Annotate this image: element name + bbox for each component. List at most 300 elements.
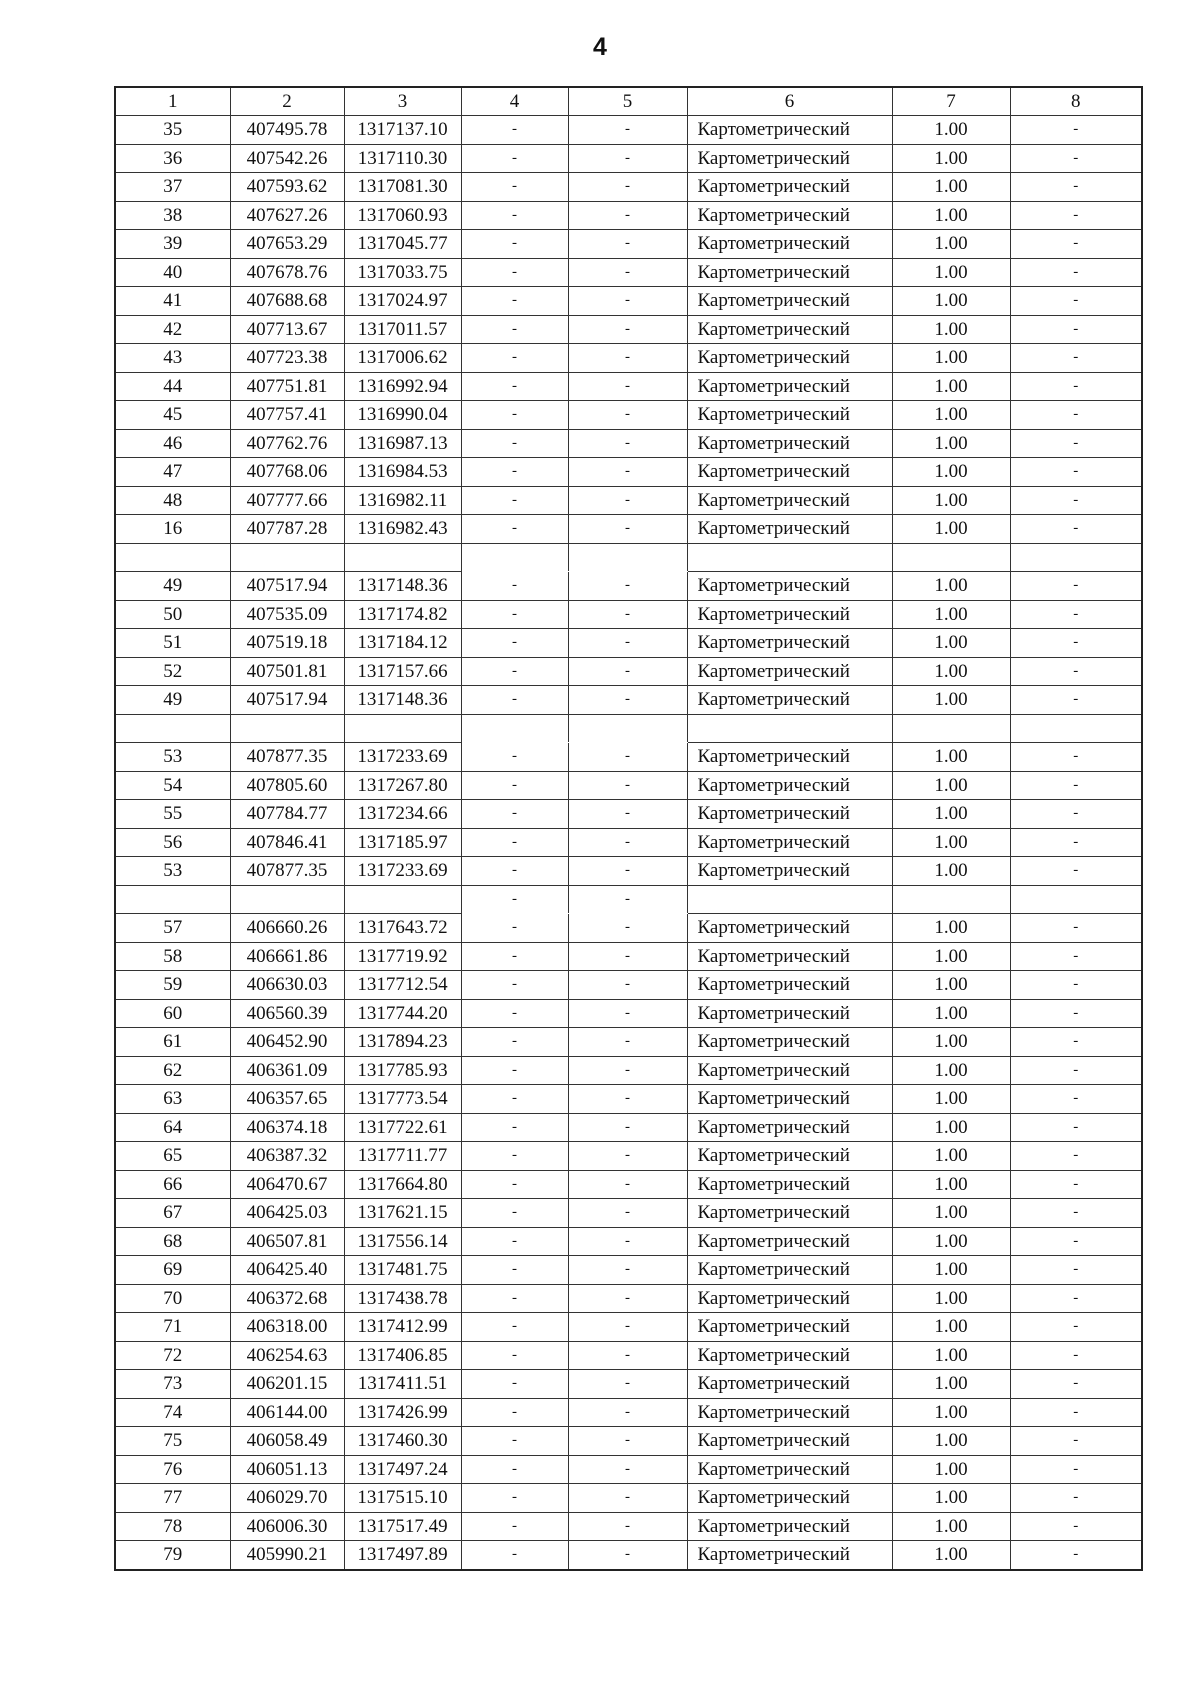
cell-coord-x: 406387.32 [230, 1142, 344, 1171]
cell-method: Картометрический [687, 771, 892, 800]
cell-coord-x [230, 543, 344, 572]
cell-col-5: - [568, 372, 687, 401]
cell-col-4: - [461, 1398, 568, 1427]
cell-col-4: - [461, 1370, 568, 1399]
cell-coord-x: 407777.66 [230, 486, 344, 515]
header-cell: 8 [1010, 87, 1142, 116]
cell-coord-x: 406452.90 [230, 1028, 344, 1057]
cell-accuracy: 1.00 [892, 600, 1010, 629]
cell-col-5: - [568, 1085, 687, 1114]
cell-coord-y: 1317722.61 [344, 1113, 461, 1142]
cell-col-8: - [1010, 1541, 1142, 1570]
separator-row [115, 543, 1142, 572]
cell-col-4: - [461, 1170, 568, 1199]
cell-col-5: - [568, 1341, 687, 1370]
cell-method: Картометрический [687, 1256, 892, 1285]
cell-col-8 [1010, 543, 1142, 572]
cell-point-number: 54 [115, 771, 230, 800]
cell-col-8 [1010, 885, 1142, 914]
cell-coord-x: 407751.81 [230, 372, 344, 401]
cell-col-4: - [461, 515, 568, 544]
separator-row [115, 885, 1142, 914]
cell-coord-x: 407723.38 [230, 344, 344, 373]
cell-accuracy: 1.00 [892, 971, 1010, 1000]
cell-coord-x: 406372.68 [230, 1284, 344, 1313]
table-row [115, 458, 1142, 487]
cell-col-5: - [568, 914, 687, 943]
cell-method: Картометрический [687, 1484, 892, 1513]
cell-col-5: - [568, 515, 687, 544]
cell-col-8: - [1010, 1028, 1142, 1057]
cell-accuracy: 1.00 [892, 1113, 1010, 1142]
cell-coord-y: 1317517.49 [344, 1512, 461, 1541]
cell-point-number: 67 [115, 1199, 230, 1228]
cell-col-4: - [461, 572, 568, 601]
cell-point-number: 53 [115, 743, 230, 772]
cell-method: Картометрический [687, 458, 892, 487]
cell-col-8: - [1010, 429, 1142, 458]
cell-col-8: - [1010, 743, 1142, 772]
cell-coord-y: 1317267.80 [344, 771, 461, 800]
cell-col-8: - [1010, 914, 1142, 943]
table-row [115, 1170, 1142, 1199]
cell-point-number: 55 [115, 800, 230, 829]
cell-col-5: - [568, 885, 687, 914]
cell-accuracy: 1.00 [892, 1284, 1010, 1313]
cell-coord-x: 406357.65 [230, 1085, 344, 1114]
cell-coord-y: 1317148.36 [344, 572, 461, 601]
cell-coord-x: 407653.29 [230, 230, 344, 259]
cell-coord-x: 406254.63 [230, 1341, 344, 1370]
cell-accuracy: 1.00 [892, 828, 1010, 857]
cell-point-number: 43 [115, 344, 230, 373]
cell-point-number: 42 [115, 315, 230, 344]
cell-method: Картометрический [687, 1313, 892, 1342]
cell-coord-x: 406630.03 [230, 971, 344, 1000]
cell-method: Картометрический [687, 942, 892, 971]
cell-point-number: 48 [115, 486, 230, 515]
cell-col-4: - [461, 1056, 568, 1085]
cell-point-number: 41 [115, 287, 230, 316]
cell-method [687, 885, 892, 914]
cell-col-8: - [1010, 1455, 1142, 1484]
header-cell: 6 [687, 87, 892, 116]
cell-coord-x: 406660.26 [230, 914, 344, 943]
table-row [115, 429, 1142, 458]
cell-point-number: 57 [115, 914, 230, 943]
cell-method: Картометрический [687, 828, 892, 857]
cell-col-5: - [568, 971, 687, 1000]
cell-coord-y: 1317497.24 [344, 1455, 461, 1484]
cell-coord-y: 1317024.97 [344, 287, 461, 316]
cell-method: Картометрический [687, 857, 892, 886]
cell-col-4: - [461, 686, 568, 715]
cell-point-number: 35 [115, 116, 230, 145]
cell-col-4: - [461, 1085, 568, 1114]
table-row [115, 1085, 1142, 1114]
cell-col-4: - [461, 1199, 568, 1228]
cell-method: Картометрический [687, 1056, 892, 1085]
cell-coord-x: 406560.39 [230, 999, 344, 1028]
cell-point-number: 61 [115, 1028, 230, 1057]
cell-col-4: - [461, 999, 568, 1028]
cell-coord-y: 1316982.11 [344, 486, 461, 515]
cell-col-5: - [568, 999, 687, 1028]
cell-coord-y [344, 543, 461, 572]
cell-accuracy: 1.00 [892, 657, 1010, 686]
cell-coord-x: 407688.68 [230, 287, 344, 316]
cell-point-number: 36 [115, 144, 230, 173]
cell-col-4: - [461, 1227, 568, 1256]
cell-col-5: - [568, 173, 687, 202]
cell-col-4: - [461, 1341, 568, 1370]
cell-coord-y: 1317785.93 [344, 1056, 461, 1085]
cell-coord-y: 1317060.93 [344, 201, 461, 230]
cell-col-4: - [461, 1455, 568, 1484]
cell-coord-x: 406201.15 [230, 1370, 344, 1399]
cell-col-8: - [1010, 1484, 1142, 1513]
cell-col-5: - [568, 230, 687, 259]
table-row [115, 401, 1142, 430]
cell-coord-x: 407757.41 [230, 401, 344, 430]
cell-col-4: - [461, 629, 568, 658]
cell-col-5: - [568, 800, 687, 829]
cell-col-4 [461, 714, 568, 743]
cell-accuracy: 1.00 [892, 1028, 1010, 1057]
cell-coord-x: 407713.67 [230, 315, 344, 344]
cell-method: Картометрический [687, 800, 892, 829]
cell-point-number: 70 [115, 1284, 230, 1313]
cell-col-4: - [461, 429, 568, 458]
cell-col-5: - [568, 1113, 687, 1142]
table-row [115, 486, 1142, 515]
cell-coord-x: 406318.00 [230, 1313, 344, 1342]
cell-point-number: 74 [115, 1398, 230, 1427]
cell-col-5 [568, 714, 687, 743]
cell-col-4: - [461, 1284, 568, 1313]
table-row [115, 828, 1142, 857]
cell-col-8: - [1010, 372, 1142, 401]
cell-col-5: - [568, 1541, 687, 1570]
cell-accuracy: 1.00 [892, 1512, 1010, 1541]
header-cell: 5 [568, 87, 687, 116]
cell-method: Картометрический [687, 315, 892, 344]
cell-accuracy: 1.00 [892, 686, 1010, 715]
cell-col-5: - [568, 429, 687, 458]
cell-col-5: - [568, 458, 687, 487]
cell-coord-x: 406006.30 [230, 1512, 344, 1541]
cell-col-8: - [1010, 1056, 1142, 1085]
cell-col-5: - [568, 600, 687, 629]
cell-coord-y: 1317664.80 [344, 1170, 461, 1199]
cell-accuracy: 1.00 [892, 144, 1010, 173]
cell-col-8: - [1010, 486, 1142, 515]
cell-accuracy: 1.00 [892, 857, 1010, 886]
cell-col-8: - [1010, 1170, 1142, 1199]
cell-accuracy: 1.00 [892, 1056, 1010, 1085]
cell-method: Картометрический [687, 258, 892, 287]
cell-coord-y: 1317712.54 [344, 971, 461, 1000]
cell-point-number: 65 [115, 1142, 230, 1171]
header-cell: 7 [892, 87, 1010, 116]
cell-coord-x: 407495.78 [230, 116, 344, 145]
cell-point-number: 62 [115, 1056, 230, 1085]
cell-col-8: - [1010, 857, 1142, 886]
cell-col-4: - [461, 173, 568, 202]
cell-col-4: - [461, 800, 568, 829]
cell-col-4: - [461, 1512, 568, 1541]
cell-col-8: - [1010, 144, 1142, 173]
cell-coord-y: 1317621.15 [344, 1199, 461, 1228]
page-number: 4 [593, 33, 607, 61]
cell-coord-x: 407501.81 [230, 657, 344, 686]
cell-coord-y: 1317406.85 [344, 1341, 461, 1370]
cell-accuracy: 1.00 [892, 771, 1010, 800]
cell-method: Картометрический [687, 230, 892, 259]
cell-accuracy: 1.00 [892, 629, 1010, 658]
cell-point-number: 73 [115, 1370, 230, 1399]
cell-method: Картометрический [687, 1113, 892, 1142]
table-row [115, 1199, 1142, 1228]
cell-point-number: 52 [115, 657, 230, 686]
cell-col-4: - [461, 971, 568, 1000]
cell-col-4: - [461, 1113, 568, 1142]
table-row [115, 515, 1142, 544]
cell-accuracy: 1.00 [892, 1256, 1010, 1285]
table-row [115, 201, 1142, 230]
cell-accuracy: 1.00 [892, 1370, 1010, 1399]
table-row [115, 1398, 1142, 1427]
cell-coord-x: 407517.94 [230, 686, 344, 715]
header-cell: 2 [230, 87, 344, 116]
cell-point-number [115, 885, 230, 914]
cell-point-number: 51 [115, 629, 230, 658]
cell-accuracy: 1.00 [892, 743, 1010, 772]
cell-coord-y: 1317411.51 [344, 1370, 461, 1399]
cell-col-8: - [1010, 287, 1142, 316]
cell-point-number [115, 543, 230, 572]
cell-point-number: 79 [115, 1541, 230, 1570]
cell-col-8: - [1010, 828, 1142, 857]
cell-accuracy: 1.00 [892, 515, 1010, 544]
cell-method: Картометрический [687, 657, 892, 686]
cell-col-4: - [461, 258, 568, 287]
table-row [115, 942, 1142, 971]
cell-col-5: - [568, 1313, 687, 1342]
cell-coord-x: 406507.81 [230, 1227, 344, 1256]
cell-coord-y: 1317148.36 [344, 686, 461, 715]
cell-coord-y: 1317045.77 [344, 230, 461, 259]
cell-accuracy: 1.00 [892, 429, 1010, 458]
cell-col-8: - [1010, 1313, 1142, 1342]
cell-col-5: - [568, 657, 687, 686]
cell-col-5: - [568, 1028, 687, 1057]
cell-col-4: - [461, 885, 568, 914]
cell-method: Картометрический [687, 372, 892, 401]
cell-coord-y: 1317497.89 [344, 1541, 461, 1570]
cell-point-number: 56 [115, 828, 230, 857]
cell-col-4: - [461, 1142, 568, 1171]
cell-col-8: - [1010, 1370, 1142, 1399]
table-row [115, 800, 1142, 829]
table-row [115, 116, 1142, 145]
cell-col-4: - [461, 1256, 568, 1285]
cell-coord-x: 406661.86 [230, 942, 344, 971]
cell-method: Картометрический [687, 1427, 892, 1456]
cell-col-5: - [568, 743, 687, 772]
cell-accuracy: 1.00 [892, 372, 1010, 401]
table-row [115, 1028, 1142, 1057]
cell-method: Картометрический [687, 1398, 892, 1427]
table-row [115, 372, 1142, 401]
cell-col-5: - [568, 771, 687, 800]
cell-method: Картометрический [687, 1455, 892, 1484]
cell-col-8: - [1010, 1284, 1142, 1313]
cell-col-4: - [461, 771, 568, 800]
cell-coord-y: 1317185.97 [344, 828, 461, 857]
cell-coord-x: 407593.62 [230, 173, 344, 202]
cell-accuracy: 1.00 [892, 486, 1010, 515]
table-row [115, 857, 1142, 886]
cell-method: Картометрический [687, 116, 892, 145]
cell-col-8: - [1010, 401, 1142, 430]
cell-method: Картометрический [687, 515, 892, 544]
cell-col-8: - [1010, 315, 1142, 344]
cell-accuracy: 1.00 [892, 1455, 1010, 1484]
cell-coord-x: 407846.41 [230, 828, 344, 857]
cell-coord-y: 1317773.54 [344, 1085, 461, 1114]
cell-method: Картометрический [687, 971, 892, 1000]
cell-col-8: - [1010, 1113, 1142, 1142]
cell-point-number: 38 [115, 201, 230, 230]
header-row [115, 87, 1142, 116]
cell-col-5: - [568, 315, 687, 344]
table-row [115, 657, 1142, 686]
cell-col-8: - [1010, 344, 1142, 373]
cell-point-number: 66 [115, 1170, 230, 1199]
cell-col-4: - [461, 828, 568, 857]
cell-col-5: - [568, 1284, 687, 1313]
cell-col-4: - [461, 1541, 568, 1570]
cell-accuracy: 1.00 [892, 1199, 1010, 1228]
cell-coord-y: 1317515.10 [344, 1484, 461, 1513]
cell-coord-x: 406425.03 [230, 1199, 344, 1228]
cell-col-4: - [461, 144, 568, 173]
cell-coord-y: 1316982.43 [344, 515, 461, 544]
cell-accuracy: 1.00 [892, 458, 1010, 487]
cell-method: Картометрический [687, 173, 892, 202]
cell-col-4: - [461, 600, 568, 629]
cell-point-number: 37 [115, 173, 230, 202]
cell-col-5: - [568, 1455, 687, 1484]
cell-coord-y: 1316987.13 [344, 429, 461, 458]
cell-col-5: - [568, 201, 687, 230]
cell-col-4: - [461, 344, 568, 373]
cell-coord-x: 406361.09 [230, 1056, 344, 1085]
cell-coord-y: 1317233.69 [344, 743, 461, 772]
cell-col-8: - [1010, 258, 1142, 287]
cell-method: Картометрический [687, 344, 892, 373]
cell-col-8: - [1010, 1085, 1142, 1114]
cell-col-8: - [1010, 771, 1142, 800]
cell-coord-y: 1316990.04 [344, 401, 461, 430]
cell-col-4: - [461, 1427, 568, 1456]
cell-method: Картометрический [687, 1541, 892, 1570]
table-row [115, 1284, 1142, 1313]
table-row [115, 1427, 1142, 1456]
cell-accuracy: 1.00 [892, 914, 1010, 943]
table-row [115, 629, 1142, 658]
cell-accuracy: 1.00 [892, 116, 1010, 145]
table-row [115, 1541, 1142, 1570]
cell-method: Картометрический [687, 401, 892, 430]
cell-method: Картометрический [687, 1370, 892, 1399]
cell-col-4: - [461, 315, 568, 344]
cell-accuracy: 1.00 [892, 401, 1010, 430]
cell-coord-y: 1317011.57 [344, 315, 461, 344]
table-row [115, 1512, 1142, 1541]
cell-accuracy: 1.00 [892, 1398, 1010, 1427]
cell-col-4: - [461, 942, 568, 971]
table-row [115, 971, 1142, 1000]
cell-point-number: 40 [115, 258, 230, 287]
cell-col-4: - [461, 1484, 568, 1513]
cell-col-8: - [1010, 458, 1142, 487]
cell-col-8: - [1010, 629, 1142, 658]
cell-col-8: - [1010, 971, 1142, 1000]
cell-coord-y: 1317643.72 [344, 914, 461, 943]
cell-accuracy: 1.00 [892, 173, 1010, 202]
cell-point-number: 39 [115, 230, 230, 259]
table-row [115, 1142, 1142, 1171]
cell-col-5: - [568, 1427, 687, 1456]
cell-col-5: - [568, 1142, 687, 1171]
cell-col-5: - [568, 1170, 687, 1199]
cell-coord-y: 1317081.30 [344, 173, 461, 202]
cell-accuracy: 1.00 [892, 1427, 1010, 1456]
table-row [115, 287, 1142, 316]
cell-coord-y: 1317157.66 [344, 657, 461, 686]
cell-method: Картометрический [687, 1512, 892, 1541]
cell-coord-x: 407678.76 [230, 258, 344, 287]
cell-coord-x: 407877.35 [230, 743, 344, 772]
cell-point-number: 44 [115, 372, 230, 401]
cell-col-8: - [1010, 1199, 1142, 1228]
cell-col-8: - [1010, 1142, 1142, 1171]
cell-col-5: - [568, 942, 687, 971]
cell-method: Картометрический [687, 1199, 892, 1228]
cell-method: Картометрический [687, 629, 892, 658]
cell-col-8: - [1010, 999, 1142, 1028]
cell-col-5: - [568, 1199, 687, 1228]
table-row [115, 1227, 1142, 1256]
cell-col-5: - [568, 1484, 687, 1513]
table-row [115, 572, 1142, 601]
cell-method: Картометрический [687, 287, 892, 316]
cell-col-4: - [461, 743, 568, 772]
cell-col-4: - [461, 657, 568, 686]
table-row [115, 1341, 1142, 1370]
cell-method [687, 543, 892, 572]
table-row [115, 1455, 1142, 1484]
cell-col-8: - [1010, 800, 1142, 829]
cell-coord-x: 405990.21 [230, 1541, 344, 1570]
cell-accuracy: 1.00 [892, 1170, 1010, 1199]
table-row [115, 1313, 1142, 1342]
table-row [115, 743, 1142, 772]
cell-col-4: - [461, 486, 568, 515]
header-cell: 4 [461, 87, 568, 116]
